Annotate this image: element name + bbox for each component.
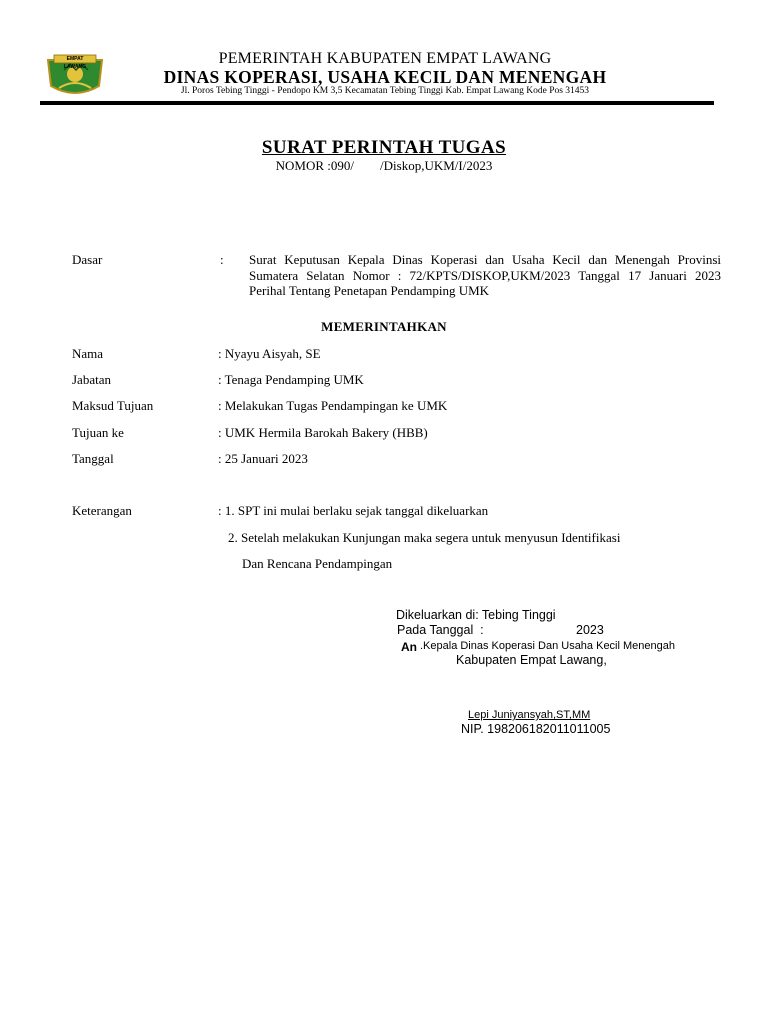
signatory-nip: NIP. 198206182011011005 <box>461 722 611 736</box>
tanggal-value: : 25 Januari 2023 <box>218 451 308 466</box>
maksud-label: Maksud Tujuan <box>72 398 154 413</box>
signatory-name: Lepi Juniyansyah,ST,MM <box>468 709 591 721</box>
nama-label: Nama <box>72 346 104 361</box>
agency-name: DINAS KOPERASI, USAHA KECIL DAN MENENGAH <box>163 67 607 87</box>
jabatan-label: Jabatan <box>72 372 111 387</box>
dasar-label: Dasar <box>72 252 103 267</box>
memerintahkan-heading: MEMERINTAHKAN <box>321 319 447 334</box>
keterangan-item-2-continued: Dan Rencana Pendampingan <box>242 556 393 571</box>
tujuan-label: Tujuan ke <box>72 425 124 440</box>
keterangan-item-1: : 1. SPT ini mulai berlaku sejak tanggal dikeluarkan <box>218 503 489 518</box>
signatory-region: Kabupaten Empat Lawang, <box>456 653 607 667</box>
issued-date-year: 2023 <box>576 623 604 637</box>
dasar-text: Surat Keputusan Kepala Dinas Koperasi dan Usaha Kecil dan Menengah Provinsi Sumatera Selatan Nomor : 72/KPTS/DISKOP,UKM/2023 Tanggal 17 Januari 2023 Perihal Tentang Penetapan Pendamping UMK <box>249 252 721 298</box>
signatory-position: .Kepala Dinas Koperasi Dan Usaha Kecil Menengah <box>420 640 675 652</box>
issued-date-label: Pada Tanggal : <box>397 623 484 637</box>
dasar-colon: : <box>220 252 224 267</box>
government-name: PEMERINTAH KABUPATEN EMPAT LAWANG <box>218 50 552 67</box>
document-title: SURAT PERINTAH TUGAS <box>261 137 507 158</box>
logo-caption: EMPAT LAWANG <box>64 56 86 70</box>
jabatan-value: : Tenaga Pendamping UMK <box>218 372 364 387</box>
nama-value: : Nyayu Aisyah, SE <box>218 346 321 361</box>
issued-place: Dikeluarkan di: Tebing Tinggi <box>396 608 556 622</box>
tanggal-label: Tanggal <box>72 451 114 466</box>
regency-logo <box>44 52 106 98</box>
tujuan-value: : UMK Hermila Barokah Bakery (HBB) <box>218 425 428 440</box>
keterangan-item-2: 2. Setelah melakukan Kunjungan maka segera untuk menyusun Identifikasi <box>228 530 621 545</box>
keterangan-label: Keterangan <box>72 503 132 518</box>
document-number: NOMOR :090/ /Diskop,UKM/I/2023 <box>275 158 493 173</box>
header-divider <box>40 101 714 105</box>
maksud-value: : Melakukan Tugas Pendampingan ke UMK <box>218 398 448 413</box>
agency-address: Jl. Poros Tebing Tinggi - Pendopo KM 3,5 Kecamatan Tebing Tinggi Kab. Empat Lawang Kode Pos 31453 <box>180 86 590 96</box>
an-prefix: An <box>401 640 417 654</box>
